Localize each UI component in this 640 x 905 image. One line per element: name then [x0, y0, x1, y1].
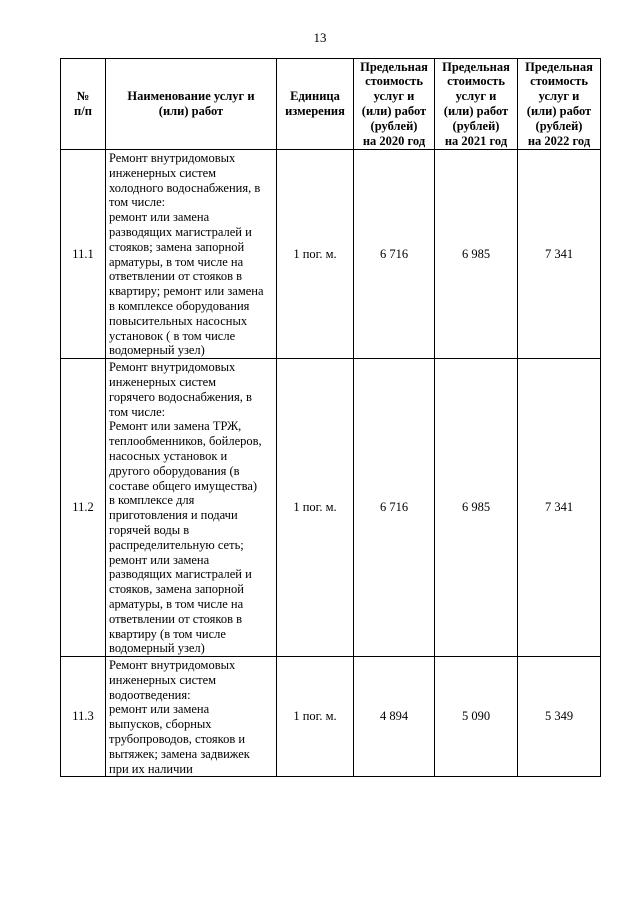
unit-cell: 1 пог. м.: [277, 359, 354, 657]
price-2020-cell: 4 894: [354, 657, 435, 777]
unit-cell: 1 пог. м.: [277, 657, 354, 777]
services-price-table: [60, 58, 601, 777]
page-number: 13: [313, 30, 327, 45]
row-number: 11.1: [61, 150, 106, 359]
price-2020-cell: 6 716: [354, 150, 435, 359]
table-row: [61, 657, 601, 777]
header-price-2021: Предельная стоимость услуг и (или) работ (рублей) на 2021 год: [435, 59, 518, 150]
table-header-row: [61, 59, 601, 150]
price-2021-cell: 6 985: [435, 150, 518, 359]
header-price-2022: Предельная стоимость услуг и (или) работ (рублей) на 2022 год: [518, 59, 601, 150]
row-number: 11.3: [61, 657, 106, 777]
service-name: Ремонт внутридомовых инженерных систем холодного водоснабжения, в том числе: ремонт или замена разводящих магистралей и стояков; замена запорной арматуры, в том числе на ответвлении от стояков в квартиру; ремонт или замена в комплексе оборудования повысительных насосных установок ( в том числе водомерный узел): [106, 150, 277, 359]
price-2021-cell: 6 985: [435, 359, 518, 657]
header-number: № п/п: [61, 59, 106, 150]
table-row: [61, 150, 601, 359]
price-2021-cell: 5 090: [435, 657, 518, 777]
header-price-2020: Предельная стоимость услуг и (или) работ (рублей) на 2020 год: [354, 59, 435, 150]
unit-cell: 1 пог. м.: [277, 150, 354, 359]
table-row: [61, 359, 601, 657]
service-name: Ремонт внутридомовых инженерных систем горячего водоснабжения, в том числе: Ремонт или замена ТРЖ, теплообменников, бойлеров, насосных установок и другого оборудования (в составе общего имущества) в комплексе для приготовления и подачи горячей воды в распределительную сеть; ремонт или замена разводящих магистралей и стояков, замена запорной арматуры, в том числе на ответвлении от стояков в квартиру (в том числе водомерный узел): [106, 359, 277, 657]
row-number: 11.2: [61, 359, 106, 657]
header-service-name: Наименование услуг и (или) работ: [106, 59, 277, 150]
price-2020-cell: 6 716: [354, 359, 435, 657]
price-2022-cell: 7 341: [518, 150, 601, 359]
price-2022-cell: 5 349: [518, 657, 601, 777]
header-unit: Единица измерения: [277, 59, 354, 150]
price-2022-cell: 7 341: [518, 359, 601, 657]
service-name: Ремонт внутридомовых инженерных систем водоотведения: ремонт или замена выпусков, сборных трубопроводов, стояков и вытяжек; замена задвижек при их наличии: [106, 657, 277, 777]
